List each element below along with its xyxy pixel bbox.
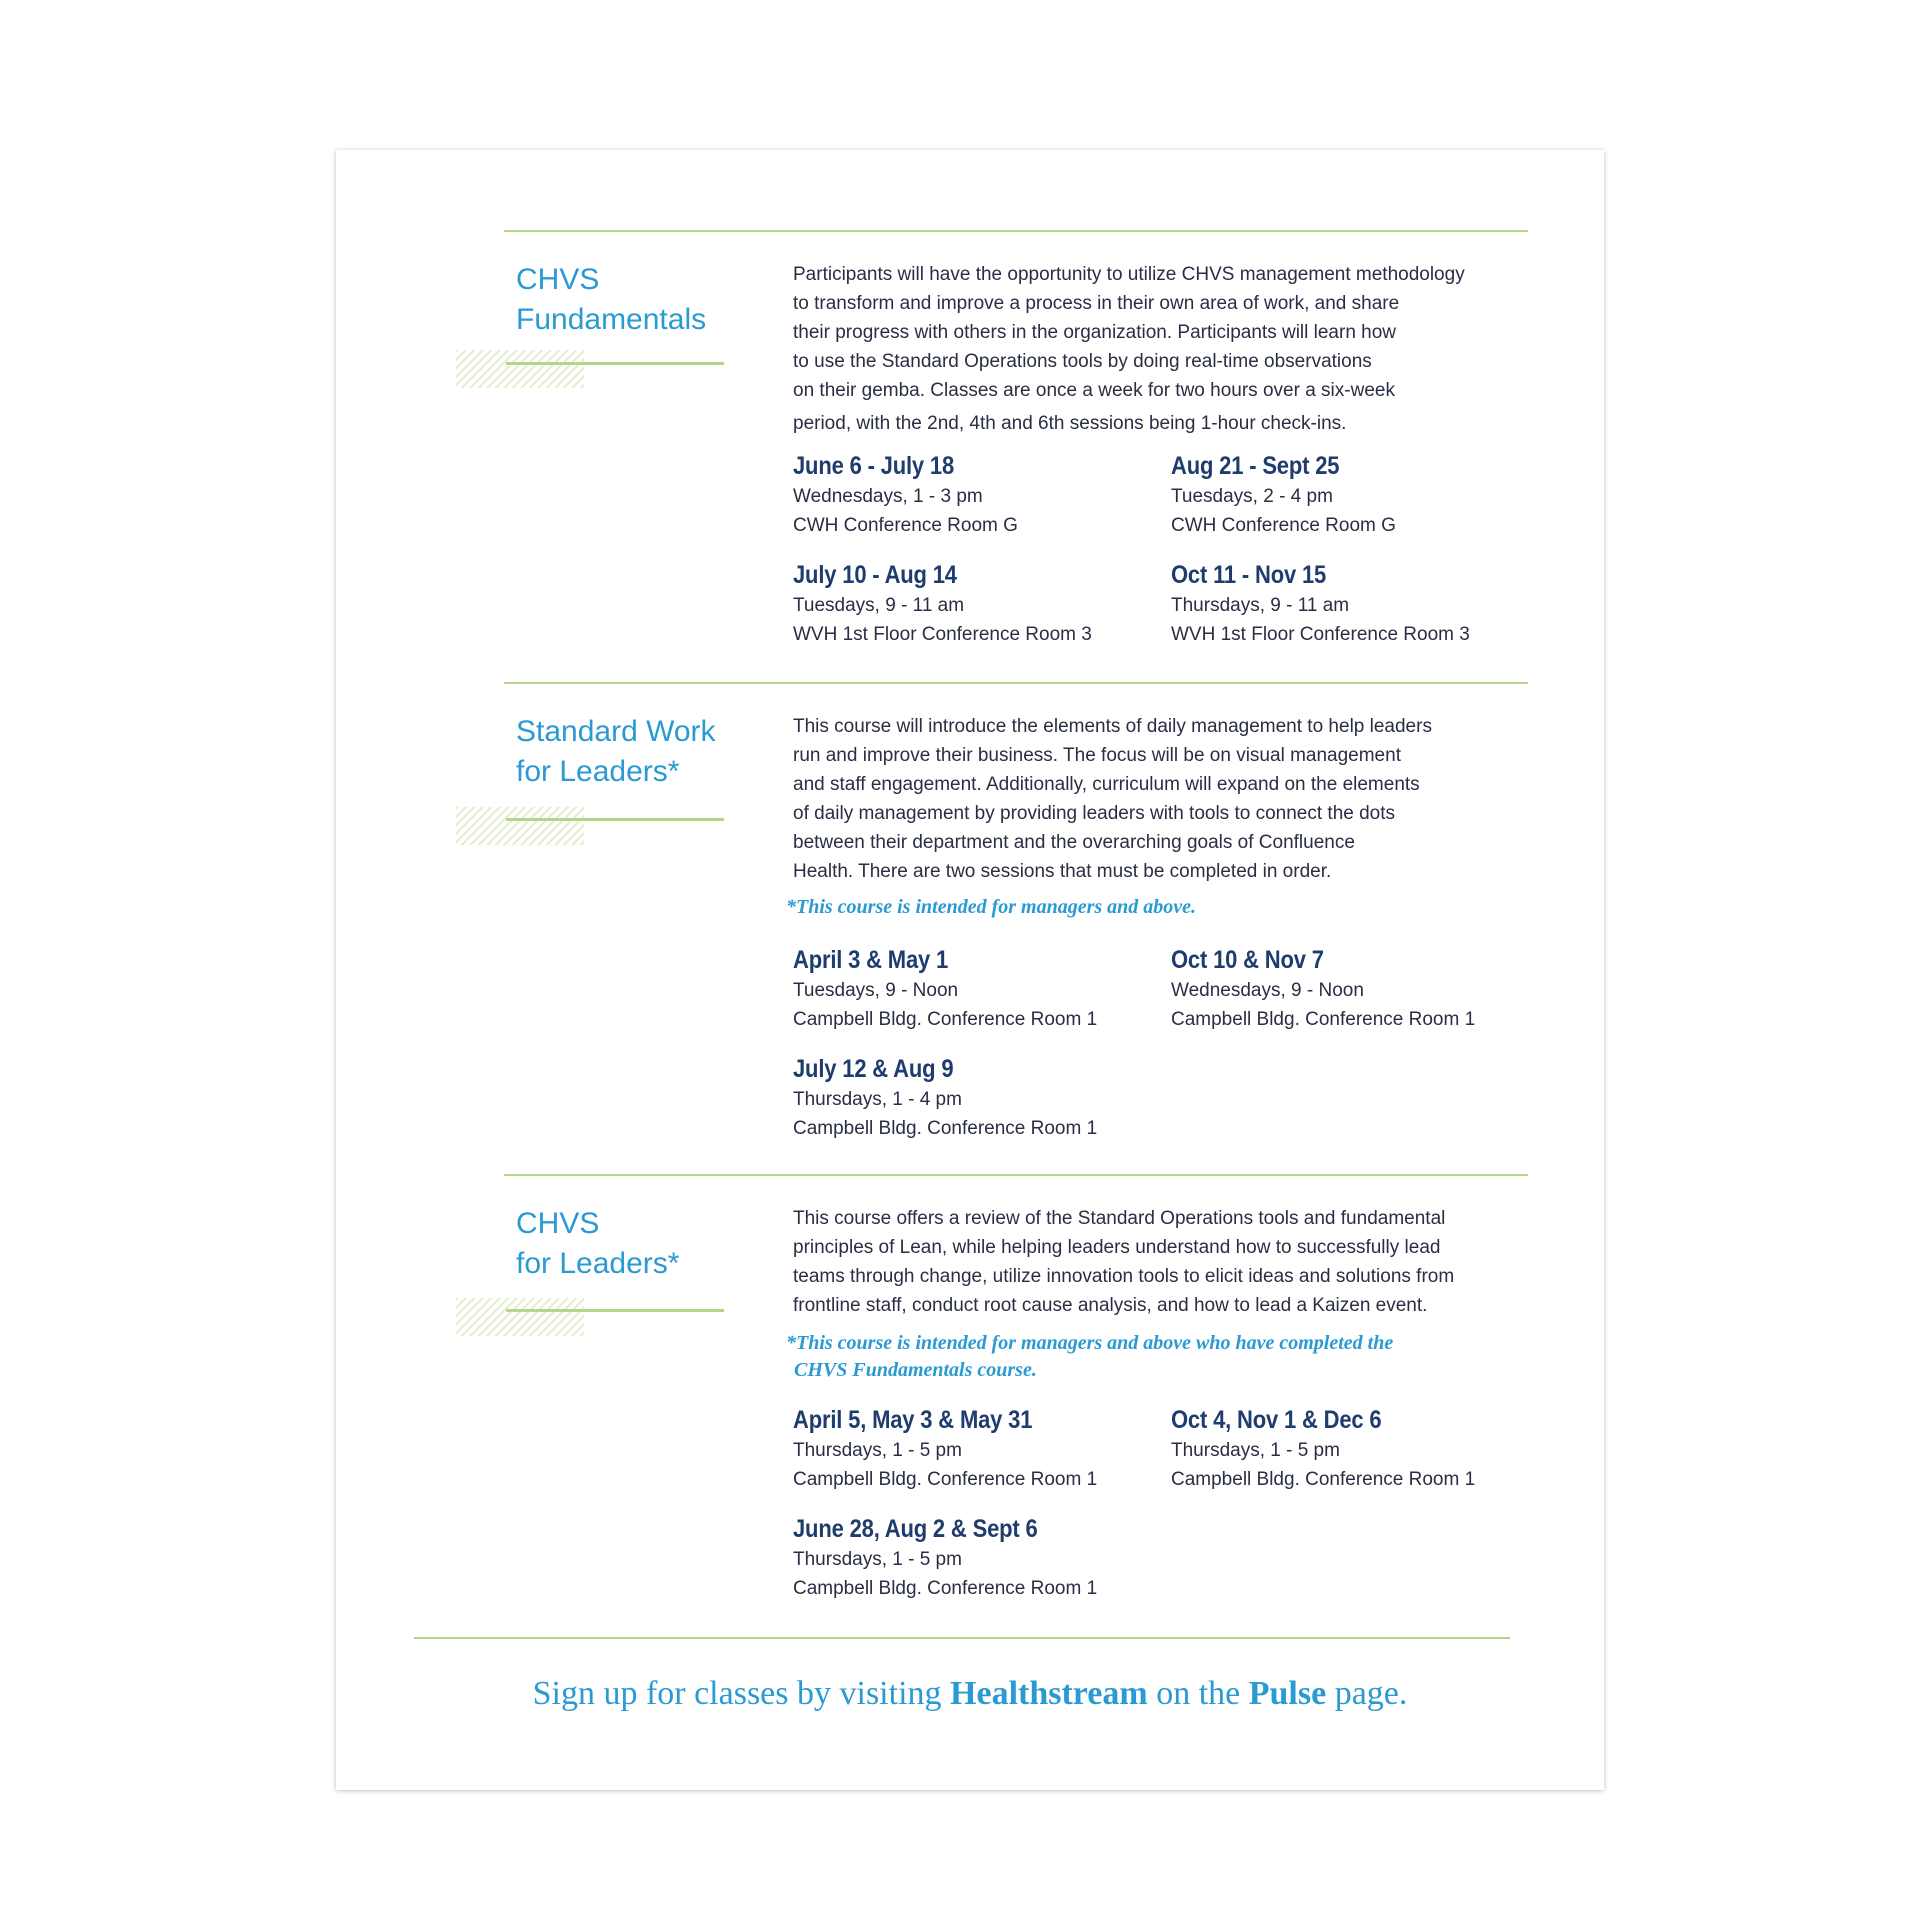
section-title xyxy=(516,1204,756,1284)
section-title xyxy=(516,260,756,340)
pulse-link[interactable]: Pulse xyxy=(1248,1675,1327,1712)
description-line: run and improve their business. The focus will be on visual management xyxy=(793,745,1401,766)
title-underline xyxy=(506,362,724,365)
title-underline xyxy=(506,818,724,821)
note-line: *This course is intended for managers and above who have completed the xyxy=(786,1332,1394,1354)
schedule-location: CWH Conference Room G xyxy=(793,515,1018,536)
schedule-time: Tuesdays, 2 - 4 pm xyxy=(1171,486,1333,507)
description-line: period, with the 2nd, 4th and 6th sessions being 1-hour check-ins. xyxy=(793,413,1347,434)
description-line: This course offers a review of the Standard Operations tools and fundamental xyxy=(793,1208,1446,1229)
schedule-time: Thursdays, 9 - 11 am xyxy=(1171,595,1350,616)
description-line: principles of Lean, while helping leaders understand how to successfully lead xyxy=(793,1237,1441,1258)
schedule-entry xyxy=(1171,450,1531,540)
schedule-dates: Aug 21 - Sept 25 xyxy=(1171,452,1340,480)
schedule-dates: June 28, Aug 2 & Sept 6 xyxy=(793,1515,1038,1543)
schedule-time: Thursdays, 1 - 4 pm xyxy=(793,1089,962,1110)
hatch-decoration xyxy=(456,807,584,845)
schedule-location: Campbell Bldg. Conference Room 1 xyxy=(793,1469,1098,1490)
section-title-line: for Leaders* xyxy=(516,1247,680,1280)
divider-section-2 xyxy=(504,682,1528,684)
schedule-location: Campbell Bldg. Conference Room 1 xyxy=(793,1118,1098,1139)
section-description xyxy=(793,260,1523,438)
footer-middle: on the xyxy=(1156,1675,1241,1712)
note-line: *This course is intended for managers and above. xyxy=(786,896,1197,918)
divider-bottom xyxy=(414,1637,1510,1639)
schedule-entry xyxy=(793,944,1153,1034)
schedule-time: Thursdays, 1 - 5 pm xyxy=(793,1440,962,1461)
flyer-page xyxy=(336,150,1604,1790)
schedule-entry xyxy=(1171,1404,1531,1494)
schedule-entry xyxy=(793,1513,1153,1603)
section-title-line: CHVS xyxy=(516,263,600,296)
section-title xyxy=(516,712,756,792)
schedule-dates: July 10 - Aug 14 xyxy=(793,561,957,589)
description-line: teams through change, utilize innovation tools to elicit ideas and solutions from xyxy=(793,1266,1455,1287)
divider-top xyxy=(504,230,1528,232)
section-title-line: CHVS xyxy=(516,1207,600,1240)
section-title-line: Standard Work xyxy=(516,715,716,748)
schedule-location: Campbell Bldg. Conference Room 1 xyxy=(1171,1009,1476,1030)
schedule-location: CWH Conference Room G xyxy=(1171,515,1396,536)
hatch-decoration xyxy=(456,350,584,388)
description-line: between their department and the overarching goals of Confluence xyxy=(793,832,1355,853)
schedule-location: Campbell Bldg. Conference Room 1 xyxy=(793,1578,1098,1599)
description-line: frontline staff, conduct root cause analysis, and how to lead a Kaizen event. xyxy=(793,1295,1428,1316)
footer-suffix: page. xyxy=(1334,1675,1408,1712)
schedule-location: Campbell Bldg. Conference Room 1 xyxy=(793,1009,1098,1030)
signup-footer xyxy=(336,1672,1604,1716)
schedule-entry xyxy=(793,1404,1153,1494)
audience-note xyxy=(786,894,1526,921)
section-title-line: Fundamentals xyxy=(516,303,707,336)
schedule-dates: July 12 & Aug 9 xyxy=(793,1055,954,1083)
description-line: to transform and improve a process in their own area of work, and share xyxy=(793,293,1400,314)
description-line: to use the Standard Operations tools by doing real-time observations xyxy=(793,351,1372,372)
description-line: their progress with others in the organization. Participants will learn how xyxy=(793,322,1397,343)
schedule-location: WVH 1st Floor Conference Room 3 xyxy=(1171,624,1470,645)
schedule-time: Thursdays, 1 - 5 pm xyxy=(793,1549,962,1570)
note-line: CHVS Fundamentals course. xyxy=(794,1359,1037,1381)
divider-section-3 xyxy=(504,1174,1528,1176)
description-line: on their gemba. Classes are once a week for two hours over a six-week xyxy=(793,380,1395,401)
schedule-entry xyxy=(793,559,1153,649)
section-chvs-for-leaders xyxy=(336,1204,1604,1644)
section-title-line: for Leaders* xyxy=(516,755,680,788)
schedule-entry xyxy=(1171,559,1531,649)
schedule-dates: June 6 - July 18 xyxy=(793,452,955,480)
schedule-location: Campbell Bldg. Conference Room 1 xyxy=(1171,1469,1476,1490)
description-line: Participants will have the opportunity to utilize CHVS management methodology xyxy=(793,264,1465,285)
section-description xyxy=(793,1204,1523,1320)
description-line: and staff engagement. Additionally, curriculum will expand on the elements xyxy=(793,774,1420,795)
schedule-dates: April 3 & May 1 xyxy=(793,946,949,974)
schedule-time: Tuesdays, 9 - 11 am xyxy=(793,595,965,616)
healthstream-link[interactable]: Healthstream xyxy=(950,1675,1148,1712)
schedule-time: Wednesdays, 9 - Noon xyxy=(1171,980,1364,1001)
schedule-dates: Oct 4, Nov 1 & Dec 6 xyxy=(1171,1406,1382,1434)
schedule-entry xyxy=(1171,944,1531,1034)
schedule-entry xyxy=(793,1053,1153,1143)
description-line: Health. There are two sessions that must be completed in order. xyxy=(793,861,1332,882)
schedule-dates: Oct 10 & Nov 7 xyxy=(1171,946,1324,974)
section-description xyxy=(793,712,1523,886)
hatch-decoration xyxy=(456,1298,584,1336)
schedule-entry xyxy=(793,450,1153,540)
audience-note xyxy=(786,1330,1526,1384)
footer-prefix: Sign up for classes by visiting xyxy=(532,1675,942,1712)
schedule-time: Thursdays, 1 - 5 pm xyxy=(1171,1440,1340,1461)
schedule-dates: April 5, May 3 & May 31 xyxy=(793,1406,1033,1434)
schedule-location: WVH 1st Floor Conference Room 3 xyxy=(793,624,1092,645)
schedule-time: Wednesdays, 1 - 3 pm xyxy=(793,486,983,507)
description-line: This course will introduce the elements of daily management to help leaders xyxy=(793,716,1432,737)
description-line: of daily management by providing leaders with tools to connect the dots xyxy=(793,803,1396,824)
schedule-dates: Oct 11 - Nov 15 xyxy=(1171,561,1327,589)
title-underline xyxy=(506,1309,724,1312)
schedule-time: Tuesdays, 9 - Noon xyxy=(793,980,959,1001)
